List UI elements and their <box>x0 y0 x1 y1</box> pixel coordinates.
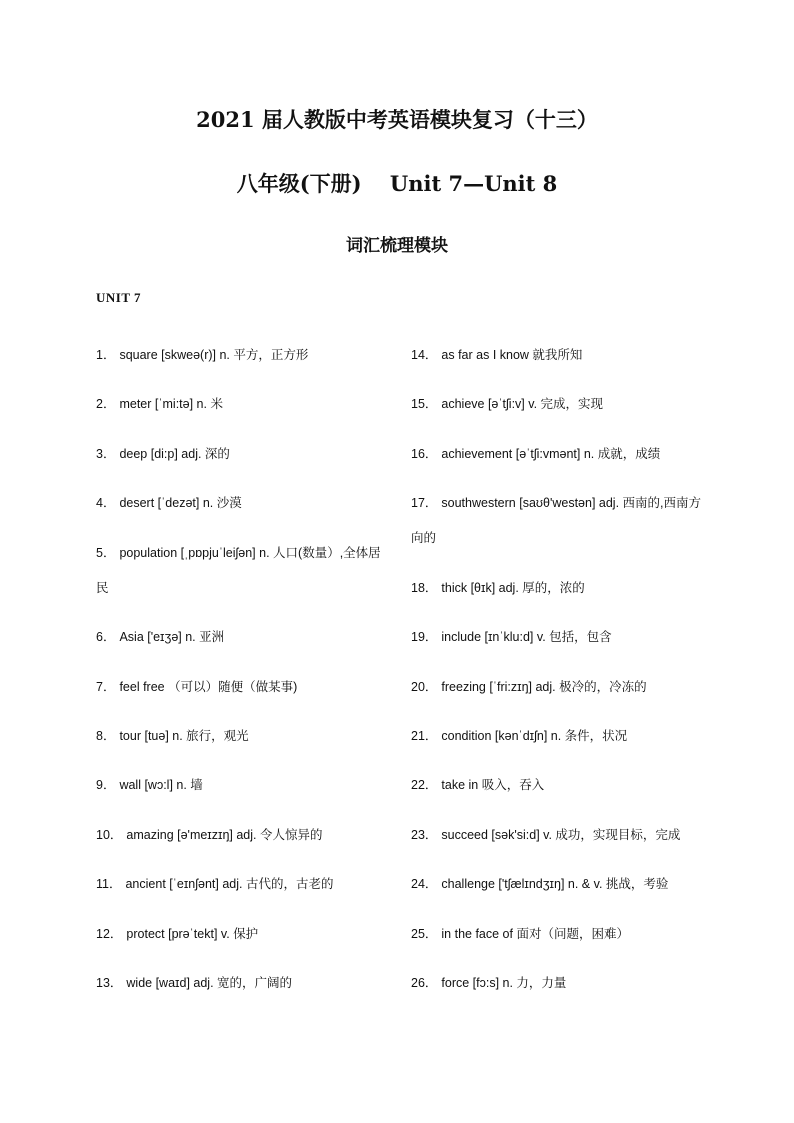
item-text: achievement [əˈtʃi:vmənt] n. 成就，成绩 <box>441 446 661 461</box>
vocab-item <box>96 966 392 1015</box>
item-number: 1． <box>96 348 116 362</box>
item-text: square [skweə(r)] n. 平方，正方形 <box>119 348 309 362</box>
vocab-item <box>96 338 392 387</box>
item-text: population [ˌpɒpjuˈleiʃən] n. 人口(数量）,全体居民 <box>96 545 381 595</box>
item-number: 14． <box>411 348 438 362</box>
item-number: 15． <box>411 397 438 412</box>
item-number: 9． <box>96 778 116 793</box>
item-number: 22． <box>411 778 438 793</box>
item-text: southwestern [saʊθ'westən] adj. 西南的,西南方向的 <box>411 496 701 546</box>
section-title: 词汇梳理模块 <box>346 236 448 256</box>
vocab-item <box>411 486 711 571</box>
vocab-item <box>96 536 392 621</box>
item-text: challenge ['tʃælɪndʒɪŋ] n. & v. 挑战，考验 <box>441 877 669 892</box>
vocab-item <box>411 437 711 486</box>
vocab-item <box>411 818 711 867</box>
item-number: 19． <box>411 630 438 645</box>
item-number: 24． <box>411 877 438 892</box>
item-text: protect [prəˈtekt] v. 保护 <box>126 926 259 941</box>
item-number: 12． <box>96 926 123 941</box>
item-text: ancient [ˈeɪnʃənt] adj. 古代的，古老的 <box>125 877 334 892</box>
item-text: condition [kənˈdɪʃn] n. 条件，状况 <box>441 728 628 743</box>
document-subtitle: 八年级(下册) Unit 7—Unit 8 <box>236 171 558 196</box>
item-number: 5． <box>96 545 116 560</box>
vocab-item <box>411 670 711 719</box>
item-text: succeed [sək'si:d] v. 成功，实现目标，完成 <box>441 827 681 842</box>
vocab-item <box>411 338 711 387</box>
vocab-item <box>411 768 711 817</box>
item-number: 13． <box>96 975 123 990</box>
item-number: 21． <box>411 728 438 743</box>
item-number: 16． <box>411 446 438 461</box>
item-text: freezing [ˈfri:zɪŋ] adj. 极冷的，冷冻的 <box>441 679 647 694</box>
item-number: 7． <box>96 679 116 694</box>
item-number: 18． <box>411 580 438 595</box>
item-text: feel free （可以）随便（做某事) <box>119 679 298 694</box>
vocab-item <box>411 867 711 916</box>
vocab-list-left <box>96 338 392 1015</box>
vocab-item <box>96 620 392 669</box>
vocab-item <box>411 571 711 620</box>
item-text: in the face of 面对（问题，困难） <box>441 926 629 941</box>
unit-label: UNIT 7 <box>96 290 142 305</box>
vocab-item <box>96 437 392 486</box>
vocab-item <box>96 768 392 817</box>
item-number: 6． <box>96 630 116 645</box>
item-text: Asia ['eɪʒə] n. 亚洲 <box>119 630 225 645</box>
item-text: amazing [ə'meɪzɪŋ] adj. 令人惊异的 <box>126 827 323 842</box>
item-text: wide [waɪd] adj. 宽的，广阔的 <box>126 975 293 990</box>
vocab-item <box>411 719 711 768</box>
vocab-item <box>411 620 711 669</box>
vocab-item <box>96 867 392 916</box>
item-text: deep [di:p] adj. 深的 <box>119 446 230 461</box>
vocab-item <box>96 486 392 535</box>
item-number: 20． <box>411 679 438 694</box>
vocab-item <box>411 917 711 966</box>
item-number: 3． <box>96 446 116 461</box>
vocab-item <box>96 818 392 867</box>
item-number: 4． <box>96 496 116 511</box>
item-number: 8． <box>96 728 116 743</box>
vocab-item <box>411 966 711 1015</box>
vocab-item <box>96 387 392 436</box>
item-number: 25． <box>411 926 438 941</box>
vocab-item <box>96 670 392 719</box>
item-text: thick [θɪk] adj. 厚的，浓的 <box>441 580 585 595</box>
item-text: as far as I know 就我所知 <box>441 348 583 362</box>
item-number: 11． <box>96 877 122 892</box>
item-text: force [fɔ:s] n. 力，力量 <box>441 975 567 990</box>
item-text: meter [ˈmi:tə] n. 米 <box>119 397 223 412</box>
item-text: take in 吸入，吞入 <box>441 778 545 793</box>
vocab-item <box>96 917 392 966</box>
item-text: desert [ˈdezət] n. 沙漠 <box>119 496 242 511</box>
vocab-item <box>411 387 711 436</box>
vocab-list-right <box>411 338 711 1015</box>
item-text: include [ɪnˈklu:d] v. 包括，包含 <box>441 630 612 645</box>
item-number: 23． <box>411 827 438 842</box>
item-text: achieve [əˈtʃi:v] v. 完成，实现 <box>441 397 604 412</box>
item-text: wall [wɔ:l] n. 墙 <box>119 778 203 793</box>
item-number: 26． <box>411 975 438 990</box>
item-number: 2． <box>96 397 116 412</box>
item-text: tour [tuə] n. 旅行，观光 <box>119 728 249 743</box>
item-number: 10． <box>96 827 123 842</box>
document-title: 2021 届人教版中考英语模块复习（十三） <box>196 107 598 132</box>
item-number: 17． <box>411 496 438 511</box>
vocab-item <box>96 719 392 768</box>
